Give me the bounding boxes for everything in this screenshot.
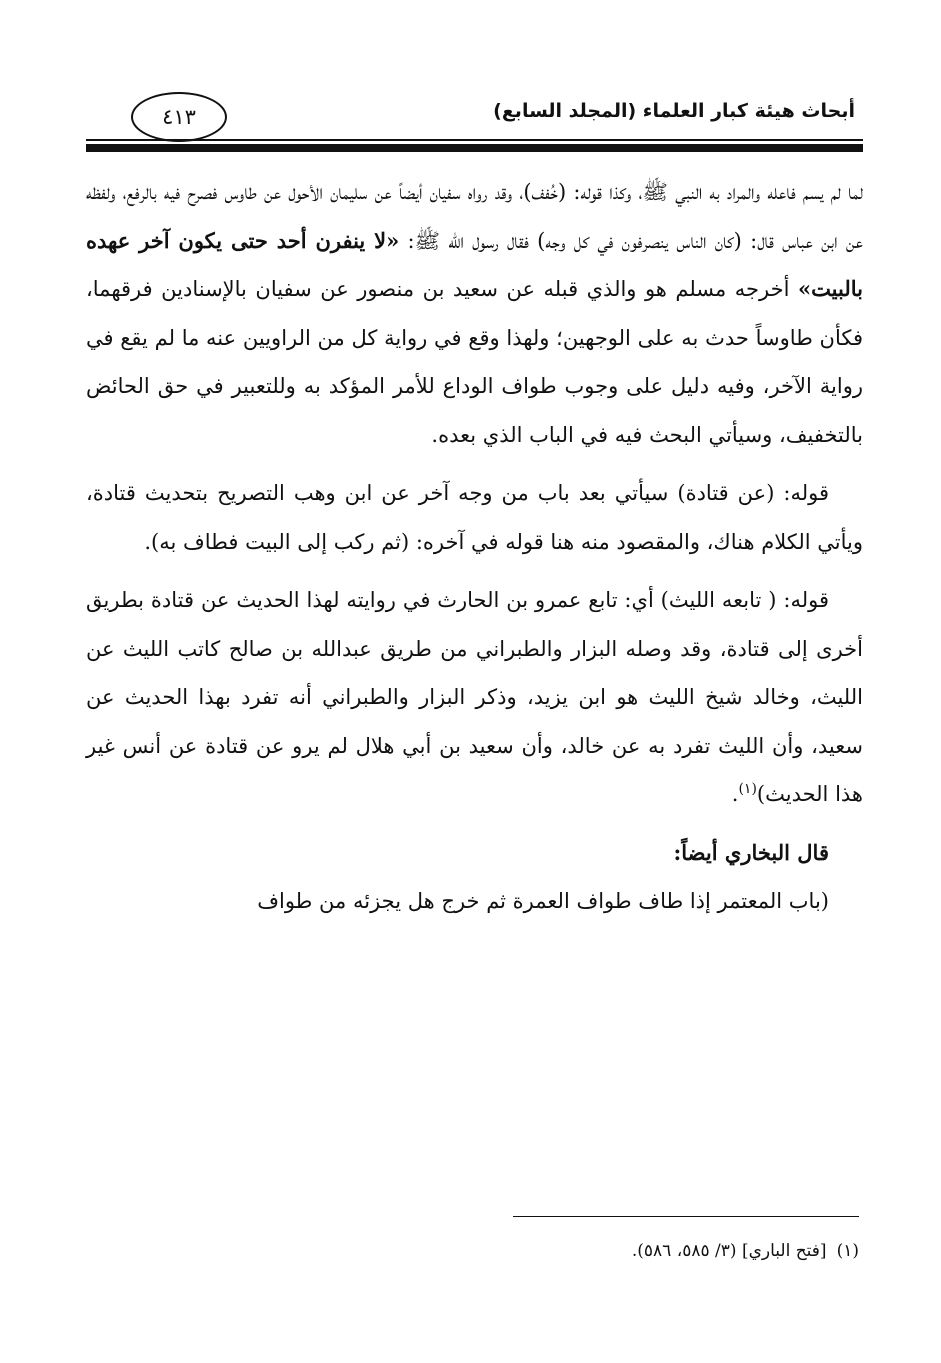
header-rule-thick	[86, 144, 863, 152]
paragraph-4: (باب المعتمر إذا طاف طواف العمرة ثم خرج هل يجزئه من طواف	[257, 889, 829, 913]
footnote-text: [فتح الباري] (٣/ ٥٨٥، ٥٨٦).	[631, 1241, 827, 1261]
hadith-quote: «لا ينفرن أحد حتى يكون آخر عهده بالبيت»	[86, 227, 863, 301]
footnote-rule	[513, 1216, 859, 1217]
paragraph-3	[86, 576, 863, 819]
paragraph-3-text: قوله: ( تابعه الليث) أي: تابع عمرو بن الحارث في روايته لهذا الحديث عن قتادة بطريق أخرى إلى قتادة، وقد وصله البزار والطبراني من طريق عبدالله بن صالح كاتب الليث عن الليث، وخالد شيخ الليث هو ابن يزيد، وذكر البزار والطبراني أنه تفرد بهذا الحديث عن سعيد، وأن الليث تفرد به عن خالد، وأن سعيد بن أبي هلال لم يرو عن قتادة عن أنس غير هذا الحديث)	[86, 588, 863, 806]
paragraph-1	[86, 168, 863, 459]
paragraph-2: قوله: (عن قتادة) سيأتي بعد باب من وجه آخر عن ابن وهب التصريح بتحديث قتادة، ويأتي الكلام هناك، والمقصود منه هنا قوله في آخره: (ثم ركب إلى البيت فطاف به).	[86, 481, 863, 554]
header-rule-thin	[86, 139, 863, 141]
main-text	[86, 168, 863, 926]
footnote-reference: (١)	[738, 781, 757, 797]
paragraph-3-end: .	[731, 782, 739, 806]
section-subheading: قال البخاري أيضاً:	[673, 839, 829, 865]
running-head-title: أبحاث هيئة كبار العلماء (المجلد السابع)	[493, 100, 855, 122]
footnote-1	[159, 1236, 859, 1266]
paragraph-1-part-a: لما لم يسم فاعله والمراد به النبي ﷺ، وكذا قوله: (خُفف)، وقد رواه سفيان أيضاً عن سليمان الأحول عن طاوس فصرح فيه بالرفع، ولفظه عن ابن عباس قال: (كان الناس ينصرفون في كل وجه) فقال رسول الله ﷺ:	[86, 180, 864, 253]
footnote-number: (١)	[836, 1241, 859, 1261]
page-number: ٤١٣	[131, 92, 227, 142]
paragraph-1-part-b: أخرجه مسلم هو والذي قبله عن سعيد بن منصور عن سفيان بالإسنادين فرقهما، فكأن طاوساً حدث به على الوجهين؛ ولهذا وقع في رواية كل من الراويين عنه ما لم يقع في رواية الآخر، وفيه دليل على وجوب طواف الوداع للأمر المؤكد به وللتعبير في حق الحائض بالتخفيف، وسيأتي البحث فيه في الباب الذي بعده.	[86, 277, 863, 447]
